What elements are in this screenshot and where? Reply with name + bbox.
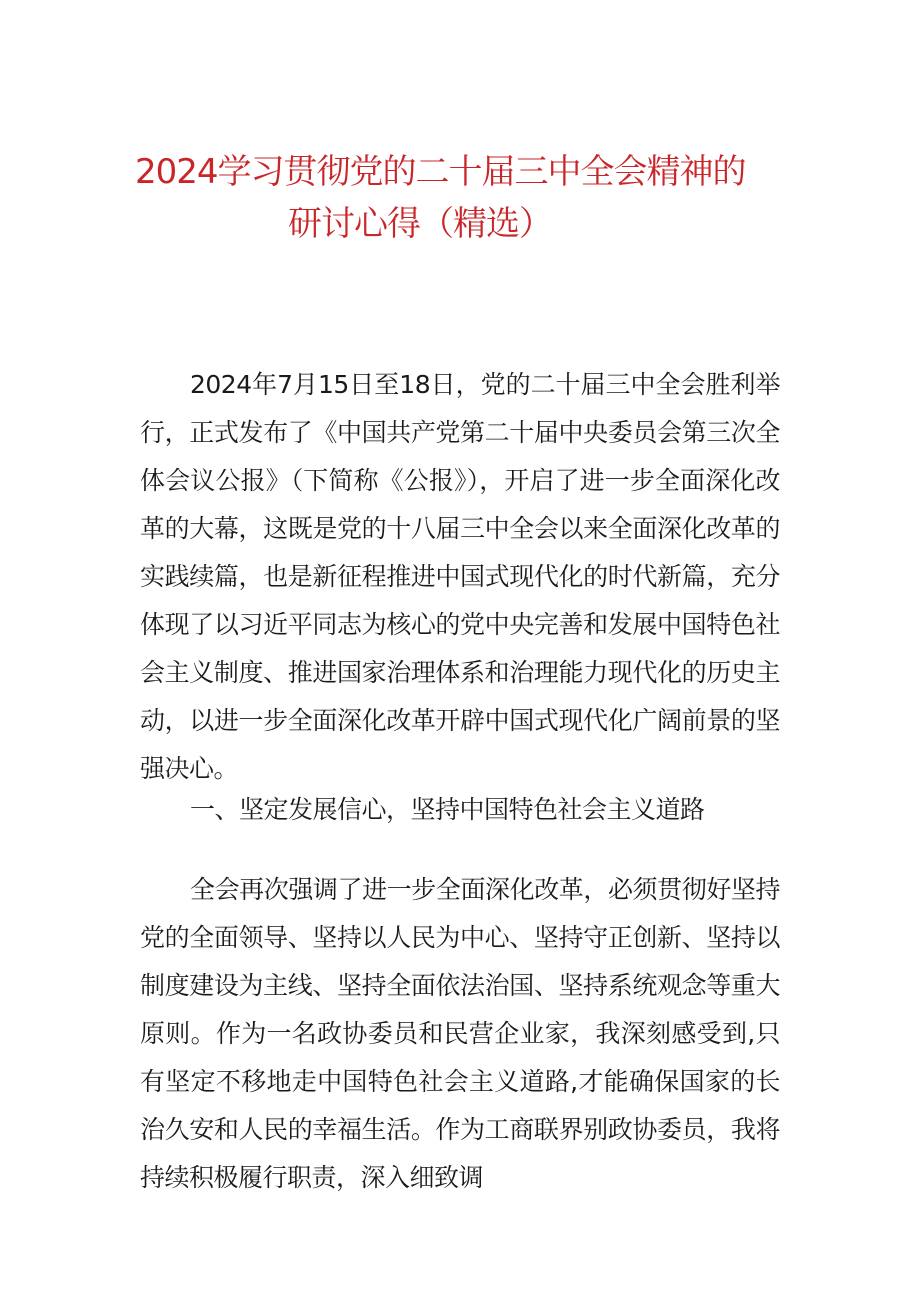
section-heading-1: 一、坚定发展信心，坚持中国特色社会主义道路 <box>190 795 705 824</box>
paragraph-intro: 2024年7月15日至18日，党的二十届三中全会胜利举行，正式发布了《中国共产党第二十届中央委员会第三次全体会议公报》（下简称《公报》），开启了进一步全面深化改革的大幕，这既是党的十八届三中全会以来全面深化改革的实践续篇，也是新征程推进中国式现代化的时代新篇，充分体现了以习近平同志为核心的党中央完善和发展中国特色社会主义制度、推进国家治理体系和治理能力现代化的历史主动，以进一步全面深化改革开辟中国式现代化广阔前景的坚强决心。 <box>140 370 780 783</box>
title-line-1: 2024学习贯彻党的二十届三中全会精神的 <box>135 152 746 192</box>
document-title <box>0 146 920 250</box>
paragraph-section-1: 全会再次强调了进一步全面深化改革，必须贯彻好坚持党的全面领导、坚持以人民为中心、坚持守正创新、坚持以制度建设为主线、坚持全面依法治国、坚持系统观念等重大原则。作为一名政协委员和民营企业家，我深刻感受到,只有坚定不移地走中国特色社会主义道路,才能确保国家的长治久安和人民的幸福生活。作为工商联界别政协委员，我将持续积极履行职责，深入细致调 <box>140 875 780 1192</box>
title-line-2: 研讨心得（精选） <box>288 204 552 244</box>
